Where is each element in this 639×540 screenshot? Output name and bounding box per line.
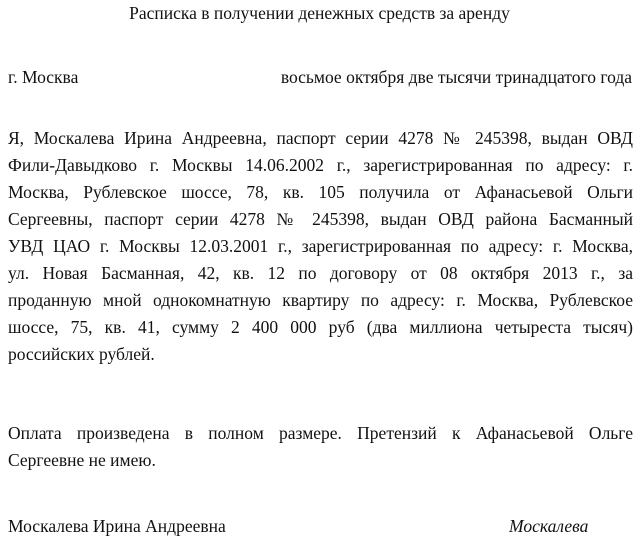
payment-confirmation-paragraph xyxy=(8,420,633,474)
signer-name: Москалева Ирина Андреевна xyxy=(8,516,226,536)
body-line: Сергеевны, паспорт серии 4278 № 245398, выдан ОВД района Басманный xyxy=(8,209,633,229)
document-title: Расписка в получении денежных средств за аренду xyxy=(129,3,510,23)
body-line: шоссе, 75, кв. 41, сумму 2 400 000 руб (два миллиона четыреста тысяч) xyxy=(8,317,633,337)
receipt-body-paragraph xyxy=(8,125,633,368)
body-line: УВД ЦАО г. Москвы 12.03.2001 г., зарегистрированная по адресу: г. Москва, xyxy=(8,236,633,256)
confirmation-line: Оплата произведена в полном размере. Претензий к Афанасьевой Ольге xyxy=(8,423,633,443)
body-line: российских рублей. xyxy=(8,344,155,364)
confirmation-line: Сергеевне не имею. xyxy=(8,450,156,470)
body-line: Я, Москалева Ирина Андреевна, паспорт серии 4278 № 245398, выдан ОВД xyxy=(8,128,633,148)
body-line: проданную мной однокомнатную квартиру по адресу: г. Москва, Рублевское xyxy=(8,290,633,310)
place-of-issue: г. Москва xyxy=(8,67,79,87)
body-line: ул. Новая Басманная, 42, кв. 12 по договору от 08 октября 2013 г., за xyxy=(8,263,633,283)
document-date: восьмое октября две тысячи тринадцатого года xyxy=(280,67,632,87)
body-line: Фили-Давыдково г. Москвы 14.06.2002 г., зарегистрированная по адресу: г. xyxy=(8,155,633,175)
body-line: Москва, Рублевское шоссе, 78, кв. 105 получила от Афанасьевой Ольги xyxy=(8,182,633,202)
handwritten-signature: Москалева xyxy=(509,516,589,536)
